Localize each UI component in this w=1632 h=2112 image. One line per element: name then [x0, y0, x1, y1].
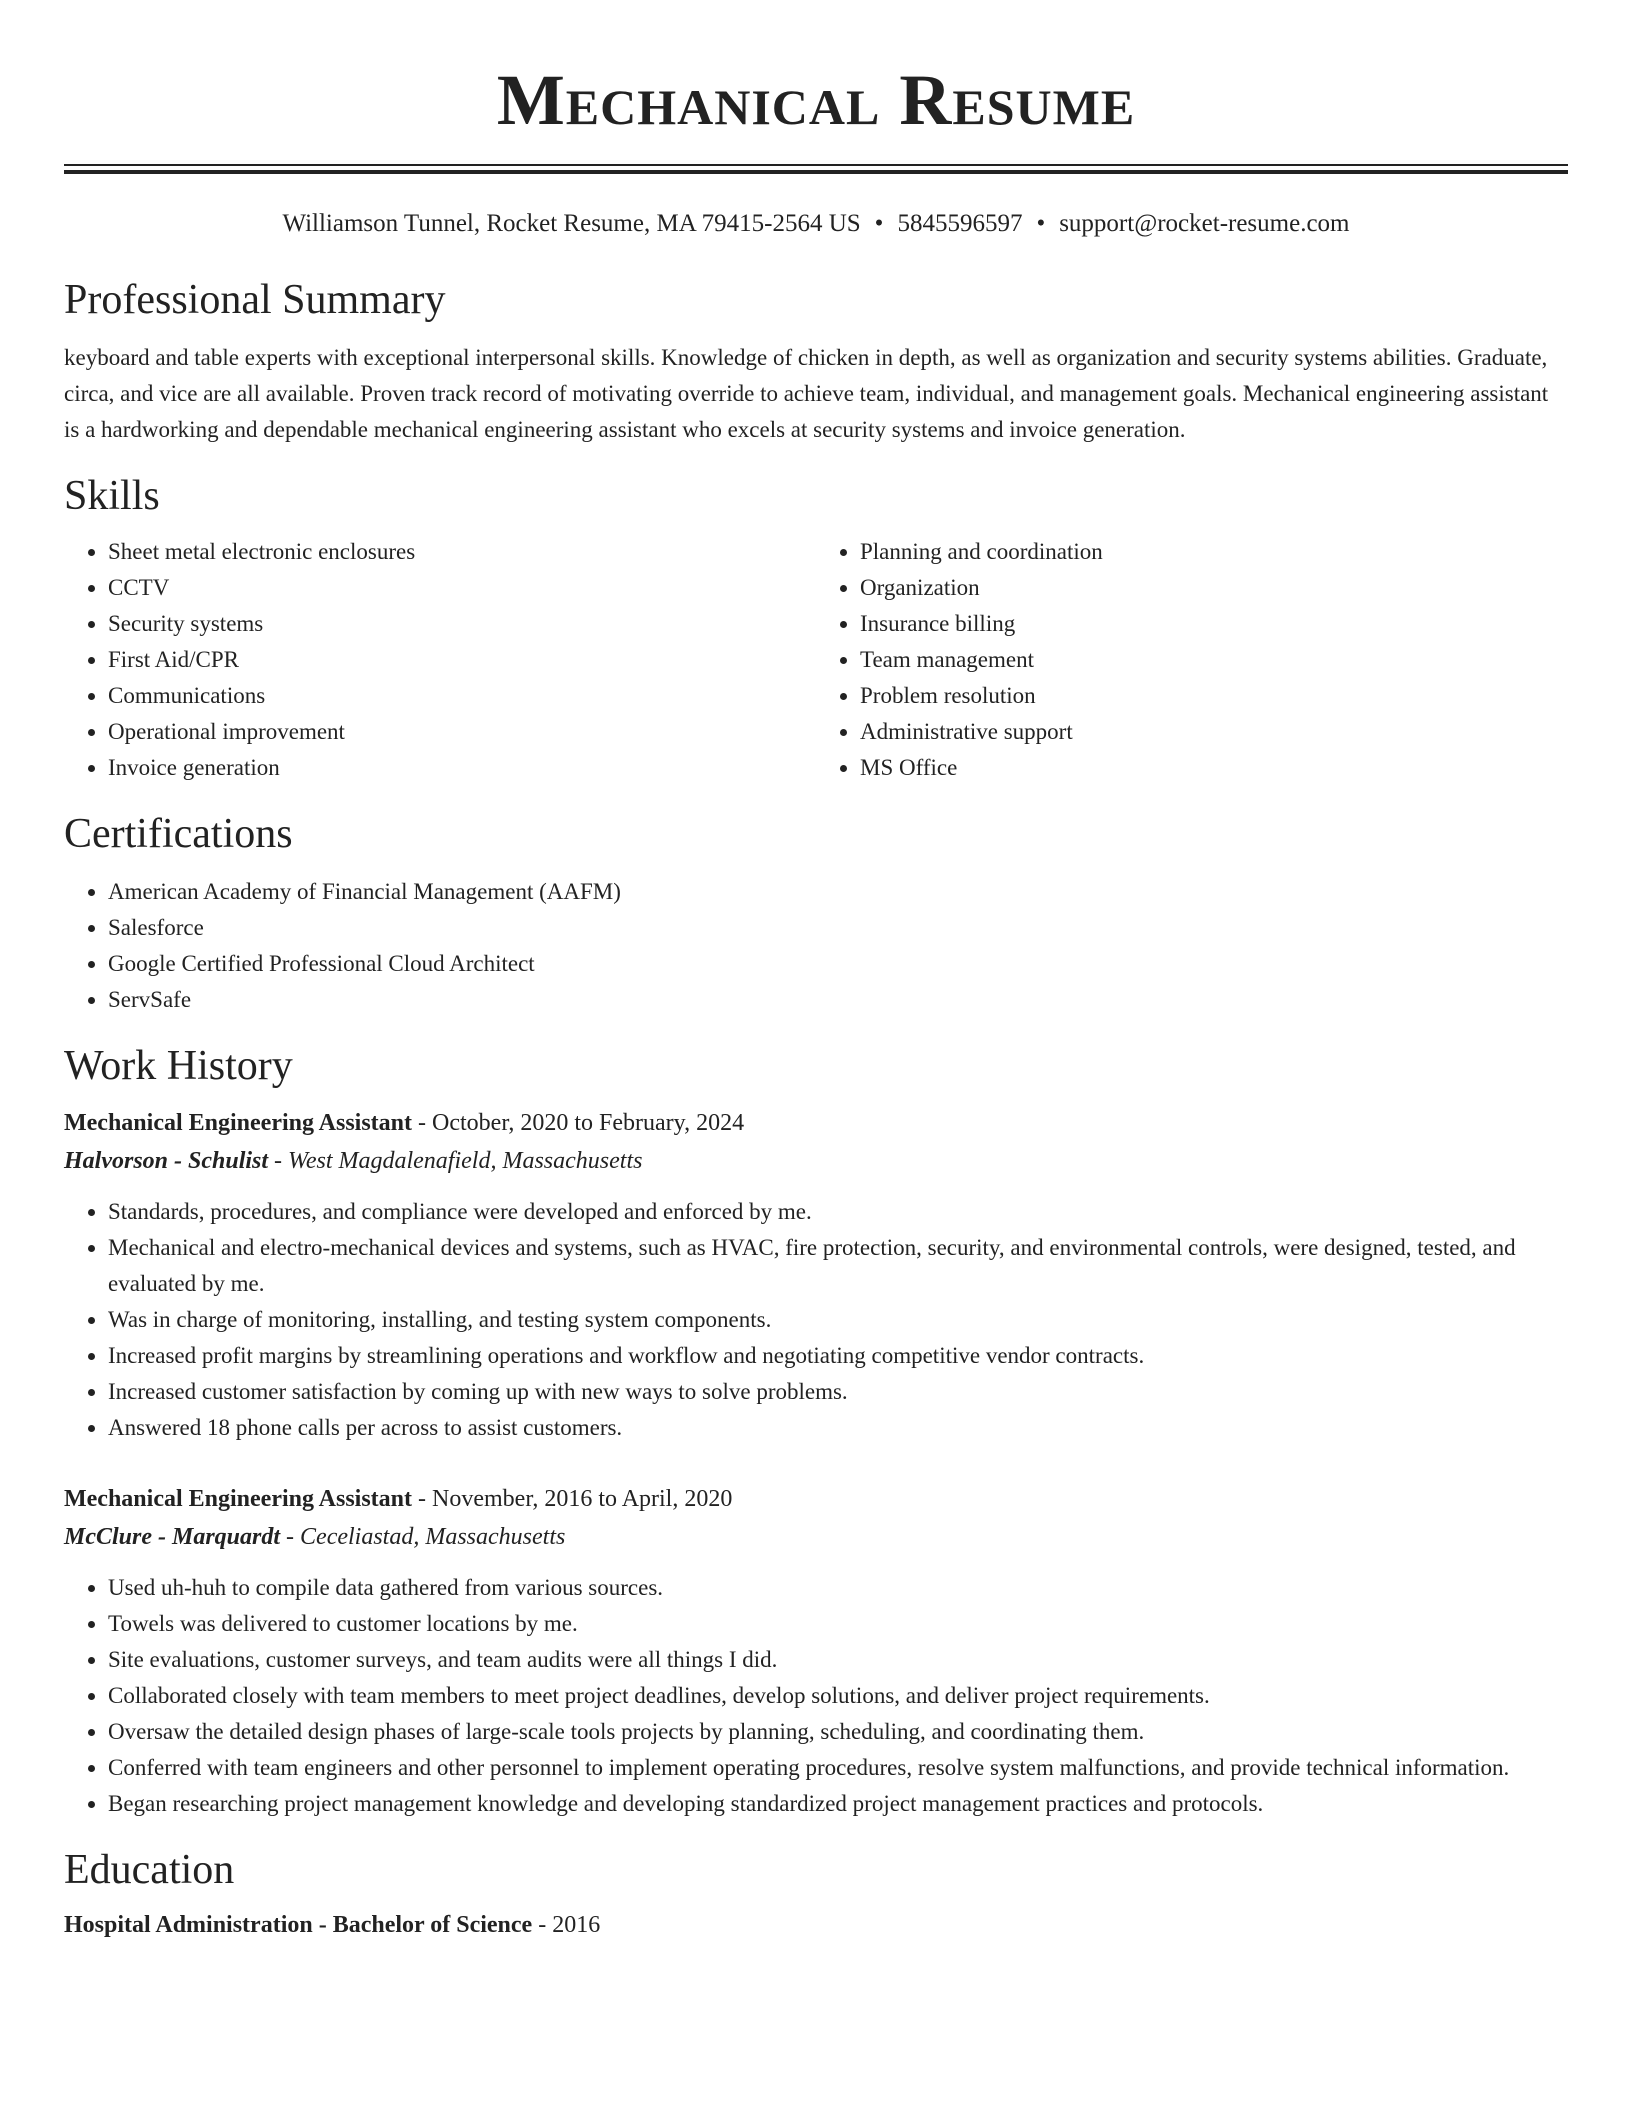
contact-separator: •: [1036, 210, 1046, 237]
job-bullet: • Conferred with team engineers and other personnel to implement operating procedures, resolve system malfunctions, and provide technical information.: [108, 1750, 1568, 1786]
skill-item: • Planning and coordination: [860, 534, 1568, 570]
job-bullet: • Standards, procedures, and compliance were developed and enforced by me.: [108, 1194, 1568, 1230]
skill-item: • Insurance billing: [860, 606, 1568, 642]
job-employer: [64, 1142, 1568, 1180]
job-header: [64, 1104, 1568, 1142]
job-title: Mechanical Engineering Assistant: [64, 1486, 413, 1512]
work-history-heading: Work History: [64, 1043, 293, 1089]
certification-item: • American Academy of Financial Management (AAFM): [108, 874, 1568, 910]
job-entry: [64, 1104, 1568, 1446]
contact-address: Williamson Tunnel, Rocket Resume, MA 79415-2564 US: [282, 210, 861, 237]
job-dates: - October, 2020 to February, 2024: [412, 1110, 745, 1136]
summary-heading: Professional Summary: [64, 277, 446, 323]
job-bullet: • Was in charge of monitoring, installing, and testing system components.: [108, 1302, 1568, 1338]
contact-email: support@rocket-resume.com: [1059, 210, 1350, 237]
education-heading: Education: [64, 1847, 235, 1893]
skill-item: • Sheet metal electronic enclosures: [108, 534, 816, 570]
job-bullet: • Oversaw the detailed design phases of large-scale tools projects by planning, scheduling, and coordinating them.: [108, 1714, 1568, 1750]
certification-item: • ServSafe: [108, 982, 1568, 1018]
job-bullet: • Increased profit margins by streamlining operations and workflow and negotiating competitive vendor contracts.: [108, 1338, 1568, 1374]
skill-item: • Communications: [108, 678, 816, 714]
job-dates: - November, 2016 to April, 2020: [412, 1486, 733, 1512]
title-divider: [64, 164, 1568, 174]
job-bullets: [64, 1194, 1568, 1446]
skills-column-left: [64, 534, 816, 786]
skills-column-right: [816, 534, 1568, 786]
job-title: Mechanical Engineering Assistant: [64, 1110, 413, 1136]
job-bullet: • Collaborated closely with team members to meet project deadlines, develop solutions, and deliver project requirements.: [108, 1678, 1568, 1714]
summary-text: keyboard and table experts with exceptional interpersonal skills. Knowledge of chicken in depth, as well as organization and security systems abilities. Graduate, circa, and vice are all available. Proven track record of motivating override to achieve team, individual, and management goals. Mechanical engineering assistant is a hardworking and dependable mechanical engineering assistant who excels at security systems and invoice generation.: [64, 345, 1549, 442]
certifications-list: [64, 874, 1568, 1018]
skill-item: • Operational improvement: [108, 714, 816, 750]
job-company: McClure - Marquardt: [64, 1524, 281, 1550]
certifications-heading: Certifications: [64, 811, 293, 857]
skill-item: • Security systems: [108, 606, 816, 642]
resume-title: Mechanical Resume: [496, 60, 1136, 140]
education-year: - 2016: [532, 1912, 601, 1938]
certification-item: • Salesforce: [108, 910, 1568, 946]
job-header: [64, 1480, 1568, 1518]
skill-item: • First Aid/CPR: [108, 642, 816, 678]
job-company: Halvorson - Schulist: [64, 1148, 269, 1174]
contact-line: [64, 208, 1568, 240]
certification-item: • Google Certified Professional Cloud Architect: [108, 946, 1568, 982]
job-entry: [64, 1480, 1568, 1822]
job-bullets: [64, 1570, 1568, 1822]
job-bullet: • Site evaluations, customer surveys, and team audits were all things I did.: [108, 1642, 1568, 1678]
skill-item: • Administrative support: [860, 714, 1568, 750]
skill-item: • Organization: [860, 570, 1568, 606]
job-location: - West Magdalenafield, Massachusetts: [268, 1148, 643, 1174]
contact-separator: •: [874, 210, 884, 237]
job-bullet: • Towels was delivered to customer locations by me.: [108, 1606, 1568, 1642]
skill-item: • MS Office: [860, 750, 1568, 786]
job-location: - Ceceliastad, Massachusetts: [280, 1524, 566, 1550]
job-bullet: • Mechanical and electro-mechanical devices and systems, such as HVAC, fire protection, security, and environmental controls, were designed, tested, and evaluated by me.: [108, 1230, 1568, 1302]
education-entry: [64, 1906, 1568, 1944]
job-bullet: • Used uh-huh to compile data gathered from various sources.: [108, 1570, 1568, 1606]
job-bullet: • Increased customer satisfaction by coming up with new ways to solve problems.: [108, 1374, 1568, 1410]
education-degree: Hospital Administration - Bachelor of Science: [64, 1912, 533, 1938]
skill-item: • Problem resolution: [860, 678, 1568, 714]
job-bullet: • Answered 18 phone calls per across to assist customers.: [108, 1410, 1568, 1446]
job-employer: [64, 1518, 1568, 1556]
contact-phone: 5845596597: [897, 210, 1023, 237]
skill-item: • Invoice generation: [108, 750, 816, 786]
job-bullet: • Began researching project management knowledge and developing standardized project management practices and protocols.: [108, 1786, 1568, 1822]
skill-item: • CCTV: [108, 570, 816, 606]
skills-heading: Skills: [64, 473, 160, 519]
skills-list: [64, 534, 1568, 786]
skill-item: • Team management: [860, 642, 1568, 678]
